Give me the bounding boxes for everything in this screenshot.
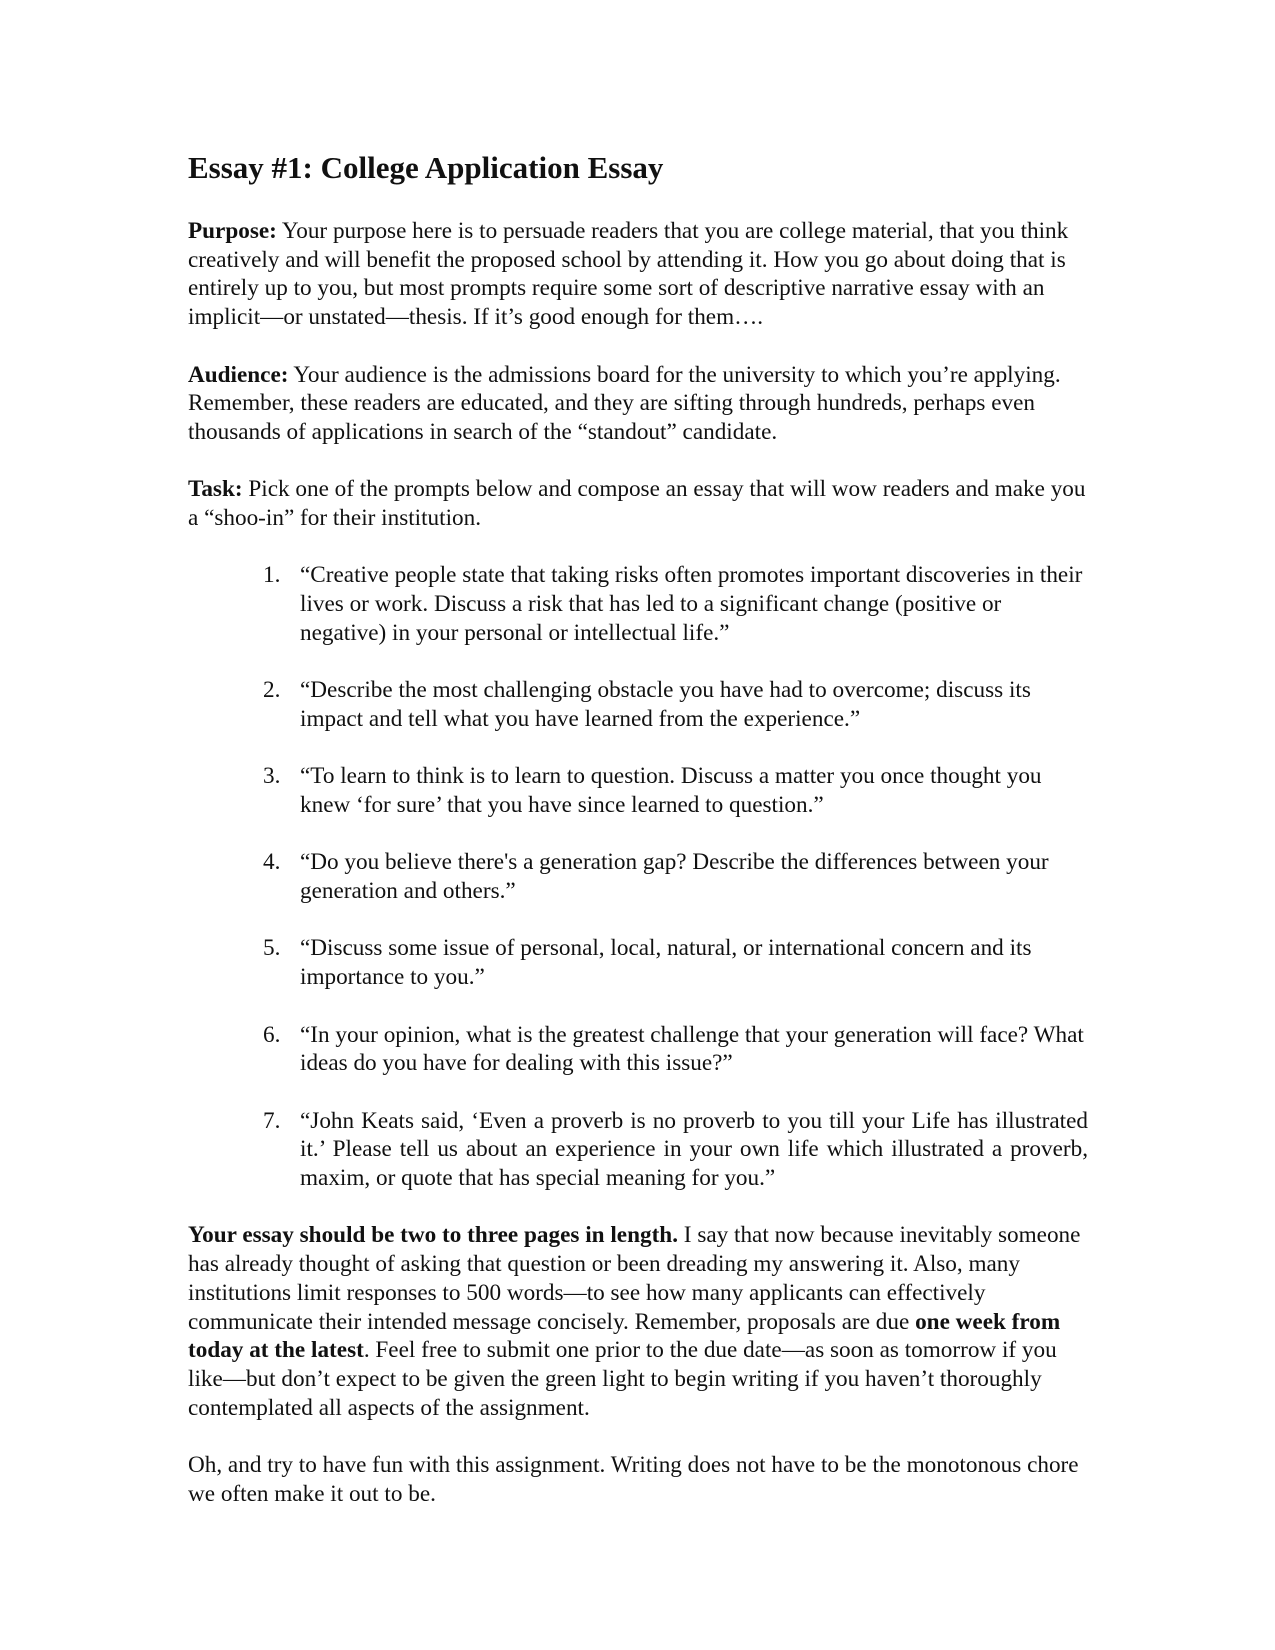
audience-label: Audience: bbox=[188, 361, 289, 388]
deadline-text: one week from today at the latest bbox=[188, 1308, 1061, 1364]
prompt-number: 6. bbox=[263, 1021, 281, 1048]
task-text: Pick one of the prompts below and compose an essay that will wow readers and make you a “shoo-in” for their institution. bbox=[188, 476, 1086, 531]
prompt-text: “Creative people state that taking risks often promotes important discoveries in their lives or work. Discuss a risk that has led to a significant change (positive or negative) in your personal or intellectual life.” bbox=[300, 562, 1083, 646]
length-text: I say that now because inevitably someone has already thought of asking that question or been dreading my answering it. Also, many institutions limit responses to 500 words—to see how many applicants can effectively communicate their intended message concisely. Remember, proposals are due bbox=[188, 1222, 1081, 1335]
purpose-paragraph bbox=[188, 217, 1088, 332]
prompt-item bbox=[263, 1107, 1088, 1193]
audience-paragraph bbox=[188, 361, 1088, 447]
prompt-text: “Do you believe there's a generation gap? Describe the differences between your generation and others.” bbox=[300, 849, 1049, 905]
prompt-text: “In your opinion, what is the greatest challenge that your generation will face? What ideas do you have for dealing with this issue?” bbox=[300, 1021, 1084, 1077]
prompt-text: “Describe the most challenging obstacle you have had to overcome; discuss its impact and tell what you have learned from the experience.” bbox=[300, 677, 1031, 732]
prompt-list bbox=[188, 561, 1088, 1192]
document-body bbox=[188, 148, 1088, 1537]
prompt-item bbox=[263, 762, 1088, 819]
length-requirement: Your essay should be two to three pages in length. bbox=[188, 1222, 678, 1249]
prompt-number: 4. bbox=[263, 849, 281, 876]
length-text-continued: . Feel free to submit one prior to the due date—as soon as tomorrow if you like—but don’t expect to be given the green light to begin writing if you haven’t thoroughly contemplated all aspects of the assignment. bbox=[188, 1337, 1057, 1421]
prompt-text: “Discuss some issue of personal, local, natural, or international concern and its importance to you.” bbox=[300, 935, 1032, 991]
task-paragraph bbox=[188, 475, 1088, 532]
prompt-item bbox=[263, 934, 1088, 991]
audience-text: Your audience is the admissions board for the university to which you’re applying. Remember, these readers are educated, and they are sifting through hundreds, perhaps even thousands of applications in search of the “standout” candidate. bbox=[188, 361, 1061, 445]
purpose-text: Your purpose here is to persuade readers that you are college material, that you think creatively and will benefit the proposed school by attending it. How you go about doing that is entirely up to you, but most prompts require some sort of descriptive narrative essay with an implicit—or unstated—thesis. If it’s good enough for them…. bbox=[188, 218, 1069, 331]
prompt-number: 7. bbox=[263, 1107, 281, 1134]
closing-paragraph: Oh, and try to have fun with this assignment. Writing does not have to be the monotonous chore we often make it out to be. bbox=[188, 1452, 1079, 1507]
page-title: Essay #1: College Application Essay bbox=[188, 150, 664, 185]
length-paragraph bbox=[188, 1221, 1088, 1422]
prompt-text: “To learn to think is to learn to question. Discuss a matter you once thought you knew ‘for sure’ that you have since learned to question.” bbox=[300, 763, 1042, 818]
prompt-number: 1. bbox=[263, 562, 281, 589]
prompt-number: 2. bbox=[263, 677, 281, 704]
prompt-item bbox=[263, 1021, 1088, 1078]
prompt-item bbox=[263, 561, 1088, 647]
prompt-number: 3. bbox=[263, 763, 281, 790]
prompt-text: “John Keats said, ‘Even a proverb is no proverb to you till your Life has illustrated it.’ Please tell us about an experience in your own life which illustrated a proverb, maxim, or quote that has special meaning for you.” bbox=[300, 1107, 1088, 1192]
task-label: Task: bbox=[188, 476, 243, 503]
prompt-item bbox=[263, 848, 1088, 905]
prompt-number: 5. bbox=[263, 935, 281, 962]
prompt-item bbox=[263, 676, 1088, 733]
purpose-label: Purpose: bbox=[188, 218, 277, 244]
